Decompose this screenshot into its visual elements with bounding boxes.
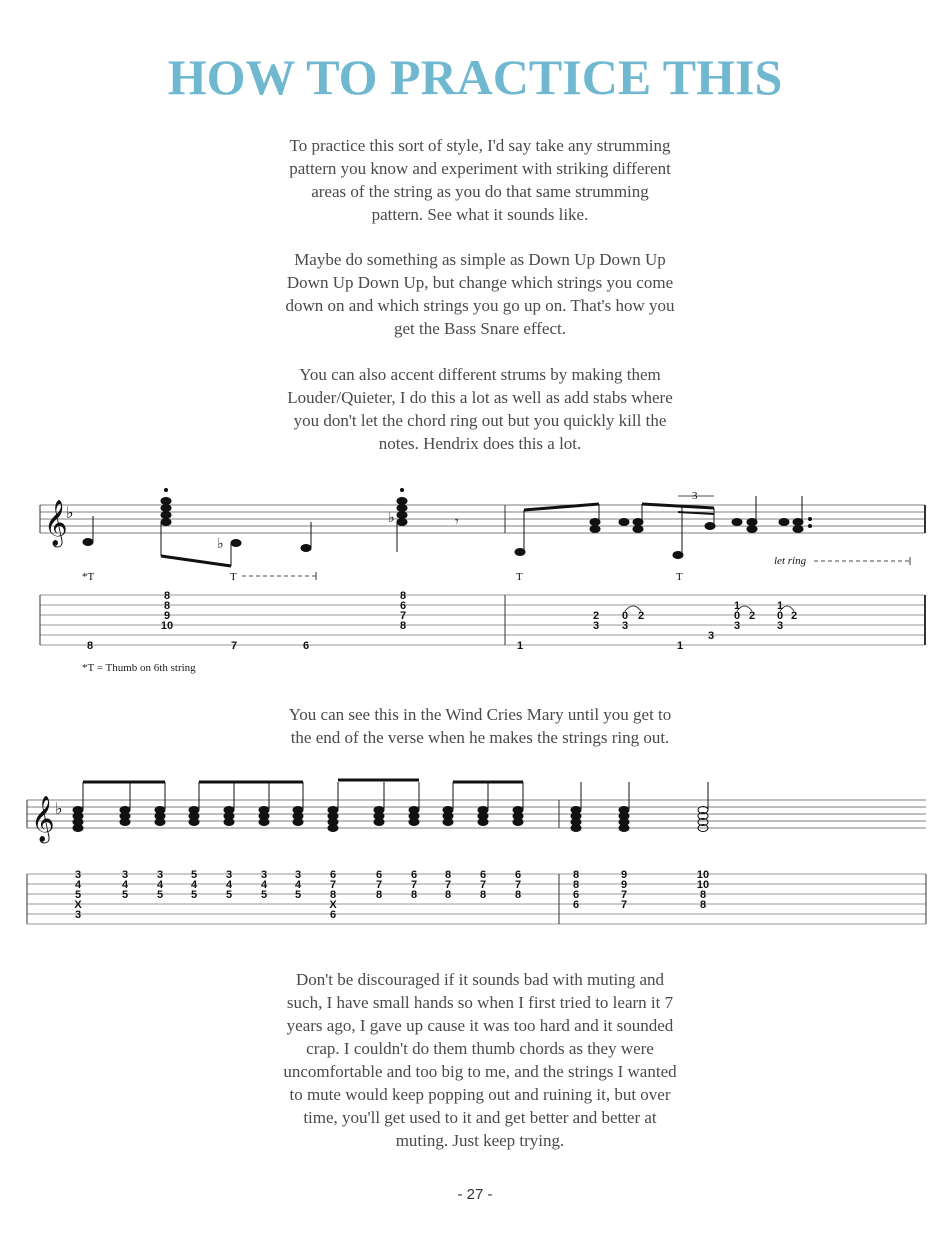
tab-fret-number: 3	[621, 620, 629, 632]
notehead	[189, 819, 199, 826]
thumb-label: T	[516, 571, 523, 583]
text-line: areas of the string as you do that same strumming	[311, 182, 649, 201]
text-line: such, I have small hands so when I first tried to learn it 7	[286, 993, 674, 1012]
tab-fret-number: 8	[699, 889, 707, 901]
tab-fret-number: 10	[160, 620, 174, 632]
tab-fret-number: 6	[514, 869, 522, 881]
tab-fret-number: 0	[733, 610, 741, 622]
let-ring-label: let ring	[774, 555, 807, 567]
thumb-footnote: *T = Thumb on 6th string	[82, 662, 196, 674]
treble-clef-icon: 𝄞	[44, 500, 68, 545]
tab-numbers-1	[87, 590, 797, 652]
tab-fret-number: 5	[190, 889, 198, 901]
tab-fret-number: 10	[696, 869, 710, 881]
text-line: Down Up Down Up, but change which strings you come	[286, 273, 674, 292]
tab-fret-number: 1	[733, 600, 741, 612]
page-title: HOW TO PRACTICE THIS	[167, 49, 783, 105]
notehead	[478, 819, 488, 826]
tab-fret-number: 3	[156, 869, 164, 881]
text-line: muting. Just keep trying.	[395, 1131, 565, 1150]
tab-fret-number: 8	[699, 899, 707, 911]
text-line: down on and which strings you go up on. That's how you	[285, 296, 675, 315]
tab-fret-number: 2	[748, 610, 756, 622]
svg-text:♭: ♭	[217, 537, 224, 552]
paragraph-wind-cries-mary	[250, 703, 710, 749]
triplet-bracket	[678, 490, 714, 502]
text-line: to mute would keep popping out and ruining it, but over	[289, 1085, 671, 1104]
tab-fret-number: 3	[121, 869, 129, 881]
tab-fret-number: 5	[294, 889, 302, 901]
tab-fret-number: 3	[225, 869, 233, 881]
flat-key-signature-icon: ♭	[55, 801, 63, 818]
tab-fret-number: 2	[637, 610, 645, 622]
text-line: years ago, I gave up cause it was too hard and it sounded	[286, 1016, 674, 1035]
tab-fret-number: 6	[302, 640, 310, 652]
text-line: Louder/Quieter, I do this a lot as well as add stabs where	[287, 388, 673, 407]
text-line: you don't let the chord ring out but you quickly kill the	[293, 411, 667, 430]
notehead	[328, 825, 338, 832]
tab-fret-number: 4	[74, 879, 82, 891]
tab-fret-number: 8	[86, 640, 94, 652]
tab-fret-number: 4	[294, 879, 302, 891]
notehead	[73, 825, 83, 832]
tab-fret-number: 8	[572, 869, 580, 881]
tab-fret-number: 6	[329, 909, 337, 921]
tab-fret-number: 7	[620, 899, 628, 911]
flat-key-signature-icon: ♭	[66, 505, 74, 522]
tab-fret-number: 9	[163, 610, 171, 622]
tab-fret-number: 4	[156, 879, 164, 891]
text-line: pattern you know and experiment with striking different	[289, 159, 671, 178]
tab-fret-number: 8	[410, 889, 418, 901]
tab-fret-number: 10	[696, 879, 710, 891]
notehead	[513, 819, 523, 826]
tab-fret-number: 7	[230, 640, 238, 652]
notehead	[619, 825, 629, 832]
treble-clef-icon: 𝄞	[31, 796, 55, 841]
tab-fret-number: 3	[74, 869, 82, 881]
page-number: - 27 -	[457, 1186, 493, 1203]
tab-fret-number: 3	[733, 620, 741, 632]
tab-numbers-2	[74, 869, 709, 921]
tab-fret-number: 7	[514, 879, 522, 891]
tab-fret-number: 6	[572, 889, 580, 901]
text-line: crap. I couldn't do them thumb chords as they were	[306, 1039, 654, 1058]
thumb-label: T	[230, 571, 237, 583]
notation-score-1	[0, 480, 950, 680]
tab-fret-number: 8	[375, 889, 383, 901]
tab-fret-number: X	[74, 899, 82, 911]
tab-fret-number: 3	[294, 869, 302, 881]
notation-score-2	[0, 770, 950, 940]
tab-fret-number: 1	[516, 640, 524, 652]
tab-fret-number: 8	[444, 869, 452, 881]
tab-fret-number: 0	[776, 610, 784, 622]
notehead	[120, 819, 130, 826]
text-line: notes. Hendrix does this a lot.	[378, 434, 582, 453]
tab-fret-number: 1	[676, 640, 684, 652]
text-line: Maybe do something as simple as Down Up Down Up	[294, 250, 666, 269]
tab-fret-number: 3	[260, 869, 268, 881]
tab-fret-number: 5	[190, 869, 198, 881]
staff-lines	[40, 505, 925, 533]
tab-fret-number: 8	[399, 590, 407, 602]
svg-text:♭: ♭	[388, 511, 395, 526]
notehead	[443, 819, 453, 826]
tab-fret-number: 1	[776, 600, 784, 612]
tab-fret-number: 5	[260, 889, 268, 901]
tab-fret-number: 7	[444, 879, 452, 891]
tab-fret-number: 4	[225, 879, 233, 891]
svg-text:𝄾: 𝄾	[455, 515, 459, 530]
notehead	[374, 819, 384, 826]
notes-measure-1	[83, 489, 459, 567]
tab-fret-number: 8	[514, 889, 522, 901]
tab-fret-number: 6	[410, 869, 418, 881]
tab-fret-number: 2	[790, 610, 798, 622]
tab-fret-number: 5	[225, 889, 233, 901]
tab-fret-number: 0	[621, 610, 629, 622]
tab-fret-number: 7	[620, 889, 628, 901]
thumb-label: *T	[82, 571, 95, 583]
text-line: time, you'll get used to it and get better and better at	[303, 1108, 657, 1127]
tab-fret-number: 8	[163, 600, 171, 612]
tab-fret-number: 7	[329, 879, 337, 891]
tab-fret-number: 5	[74, 889, 82, 901]
notehead	[409, 819, 419, 826]
tab-fret-number: 6	[375, 869, 383, 881]
text-line: Don't be discouraged if it sounds bad with muting and	[295, 970, 665, 989]
tab-fret-number: 6	[479, 869, 487, 881]
tab-fret-number: 2	[592, 610, 600, 622]
tab-fret-number: 3	[776, 620, 784, 632]
tab-fret-number: 3	[592, 620, 600, 632]
text-line: You can also accent different strums by making them	[299, 365, 661, 384]
text-line: get the Bass Snare effect.	[394, 319, 566, 338]
notehead	[571, 825, 581, 832]
paragraph-practice	[250, 134, 710, 226]
tab-fret-number: 7	[375, 879, 383, 891]
tab-fret-number: 4	[190, 879, 198, 891]
notehead	[293, 819, 303, 826]
tab-fret-number: X	[329, 899, 337, 911]
tab-fret-number: 4	[260, 879, 268, 891]
triplet-label: 3	[692, 490, 698, 502]
tab-fret-number: 9	[620, 869, 628, 881]
paragraph-bass-snare	[250, 248, 710, 340]
paragraph-encouragement	[250, 968, 710, 1152]
tab-fret-number: 8	[479, 889, 487, 901]
thumb-label: T	[676, 571, 683, 583]
notes-score-2	[73, 780, 708, 832]
notehead	[155, 819, 165, 826]
tab-fret-number: 7	[399, 610, 407, 622]
text-line: uncomfortable and too big to me, and the strings I wanted	[283, 1062, 677, 1081]
tab-fret-number: 3	[707, 630, 715, 642]
tab-fret-number: 3	[74, 909, 82, 921]
tab-fret-number: 5	[156, 889, 164, 901]
tab-fret-number: 6	[399, 600, 407, 612]
tab-fret-number: 8	[399, 620, 407, 632]
tab-fret-number: 8	[572, 879, 580, 891]
tab-fret-number: 8	[329, 889, 337, 901]
text-line: You can see this in the Wind Cries Mary until you get to	[288, 705, 672, 724]
text-line: the end of the verse when he makes the strings ring out.	[290, 728, 670, 747]
tab-fret-number: 9	[620, 879, 628, 891]
text-line: pattern. See what it sounds like.	[371, 205, 589, 224]
tab-fret-number: 6	[329, 869, 337, 881]
notehead	[259, 819, 269, 826]
tab-fret-number: 7	[410, 879, 418, 891]
tab-fret-number: 6	[572, 899, 580, 911]
tab-fret-number: 8	[444, 889, 452, 901]
tab-fret-number: 5	[121, 889, 129, 901]
tab-fret-number: 4	[121, 879, 129, 891]
tab-fret-number: 8	[163, 590, 171, 602]
text-line: To practice this sort of style, I'd say take any strumming	[289, 136, 671, 155]
paragraph-accents	[250, 363, 710, 455]
tab-fret-number: 7	[479, 879, 487, 891]
notehead	[224, 819, 234, 826]
